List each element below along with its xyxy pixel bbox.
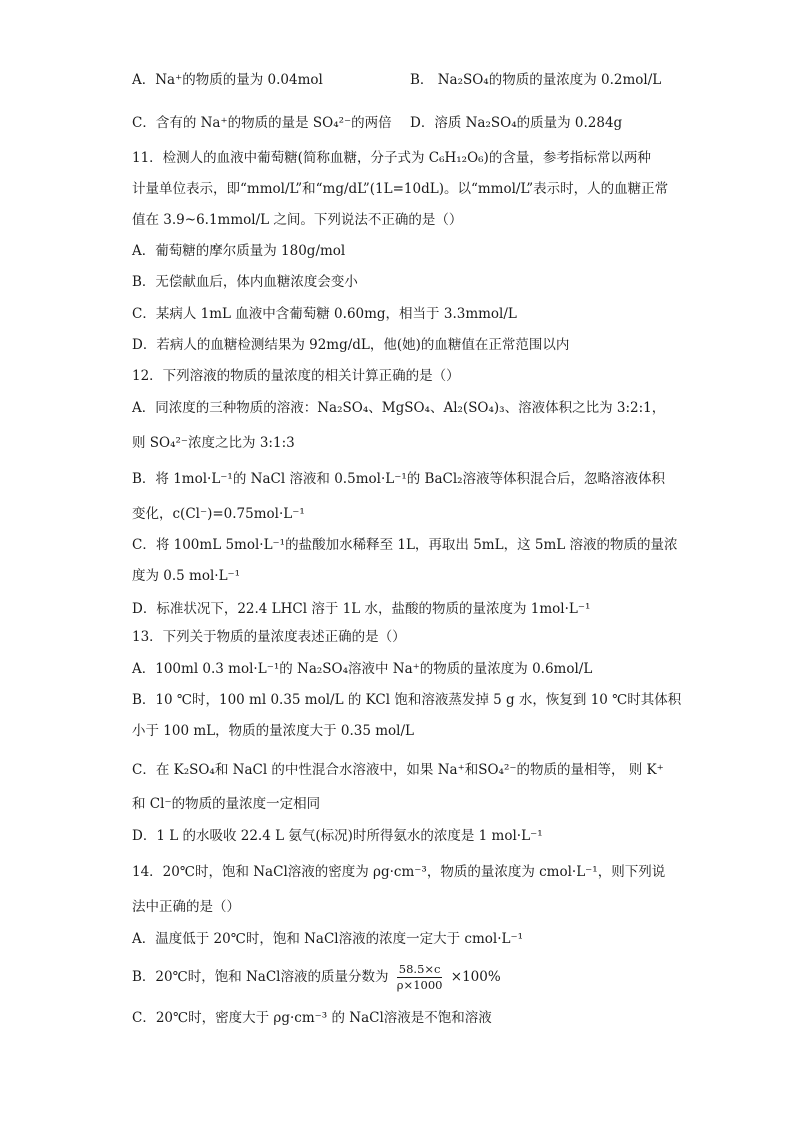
q14-option-c: C．20℃时，密度大于 ρg·cm⁻³ 的 NaCl溶液是不饱和溶液 <box>132 1010 492 1026</box>
q12-stem: 12．下列溶液的物质的量浓度的相关计算正确的是（） <box>132 368 460 384</box>
q14-option-b-prefix: B．20℃时，饱和 NaCl溶液的质量分数为 <box>132 969 389 985</box>
q11-stem-line3: 值在 3.9~6.1mmol/L 之间。下列说法不正确的是（） <box>132 212 463 228</box>
fraction-denominator: ρ×1000 <box>396 978 443 992</box>
q10-option-b: B． Na₂SO₄的物质的量浓度为 0.2mol/L <box>410 72 662 88</box>
q11-option-c: C．某病人 1mL 血液中含葡萄糖 0.60mg，相当于 3.3mmol/L <box>132 306 517 322</box>
q14-option-b-suffix: ×100% <box>450 969 501 985</box>
q13-option-b-line2: 小于 100 mL，物质的量浓度大于 0.35 mol/L <box>132 723 415 739</box>
q12-option-a-line2: 则 SO₄²⁻浓度之比为 3:1:3 <box>132 435 295 451</box>
q14-stem-line2: 法中正确的是（） <box>132 899 240 915</box>
q10-option-c: C．含有的 Na⁺的物质的量是 SO₄²⁻的两倍 <box>132 115 392 131</box>
q13-stem: 13．下列关于物质的量浓度表述正确的是（） <box>132 629 406 645</box>
q14-option-b <box>132 962 501 993</box>
q13-option-d: D．1 L 的水吸收 22.4 L 氨气(标况)时所得氨水的浓度是 1 mol·L⁻¹ <box>132 828 543 844</box>
q10-option-d: D．溶质 Na₂SO₄的质量为 0.284g <box>410 115 623 131</box>
q14-option-a: A．温度低于 20℃时，饱和 NaCl溶液的浓度一定大于 cmol·L⁻¹ <box>132 931 524 947</box>
q11-stem-line2: 计量单位表示，即“mmol/L”和“mg/dL”(1L=10dL)。以“mmol/L”表示时，人的血糖正常 <box>132 181 669 197</box>
mass-fraction-formula <box>395 962 445 993</box>
q10-option-a: A．Na⁺的物质的量为 0.04mol <box>132 72 323 88</box>
q13-option-a: A．100ml 0.3 mol·L⁻¹的 Na₂SO₄溶液中 Na⁺的物质的量浓度为 0.6mol/L <box>132 661 593 677</box>
q11-option-a: A．葡萄糖的摩尔质量为 180g/mol <box>132 243 346 259</box>
q11-stem-line1: 11．检测人的血液中葡萄糖(简称血糖，分子式为 C₆H₁₂O₆)的含量，参考指标常以两种 <box>132 150 651 166</box>
q13-option-c-line2: 和 Cl⁻的物质的量浓度一定相同 <box>132 796 321 812</box>
q12-option-c-line2: 度为 0.5 mol·L⁻¹ <box>132 568 241 584</box>
q13-option-b-line1: B．10 ℃时，100 ml 0.35 mol/L 的 KCl 饱和溶液蒸发掉 5 g 水，恢复到 10 ℃时其体积 <box>132 692 682 708</box>
q11-option-d: D．若病人的血糖检测结果为 92mg/dL，他(她)的血糖值在正常范围以内 <box>132 337 570 353</box>
fraction-numerator: 58.5×c <box>398 962 441 976</box>
q12-option-a-line1: A．同浓度的三种物质的溶液：Na₂SO₄、MgSO₄、Al₂(SO₄)₃、溶液体积之比为 3:2:1， <box>132 400 666 416</box>
q11-option-b: B．无偿献血后，体内血糖浓度会变小 <box>132 274 358 290</box>
q12-option-c-line1: C．将 100mL 5mol·L⁻¹的盐酸加水稀释至 1L，再取出 5mL，这 5mL 溶液的物质的量浓 <box>132 537 678 553</box>
q14-stem-line1: 14．20℃时，饱和 NaCl溶液的密度为 ρg·cm⁻³，物质的量浓度为 cmol·L⁻¹，则下列说 <box>132 864 666 880</box>
q12-option-d: D．标准状况下，22.4 LHCl 溶于 1L 水，盐酸的物质的量浓度为 1mol·L⁻¹ <box>132 601 591 617</box>
q12-option-b-line2: 变化，c(Cl⁻)=0.75mol·L⁻¹ <box>132 506 305 522</box>
q12-option-b-line1: B．将 1mol·L⁻¹的 NaCl 溶液和 0.5mol·L⁻¹的 BaCl₂溶液等体积混合后，忽略溶液体积 <box>132 471 666 487</box>
q13-option-c-line1: C．在 K₂SO₄和 NaCl 的中性混合水溶液中，如果 Na⁺和SO₄²⁻的物质的量相等， 则 K⁺ <box>132 762 664 778</box>
